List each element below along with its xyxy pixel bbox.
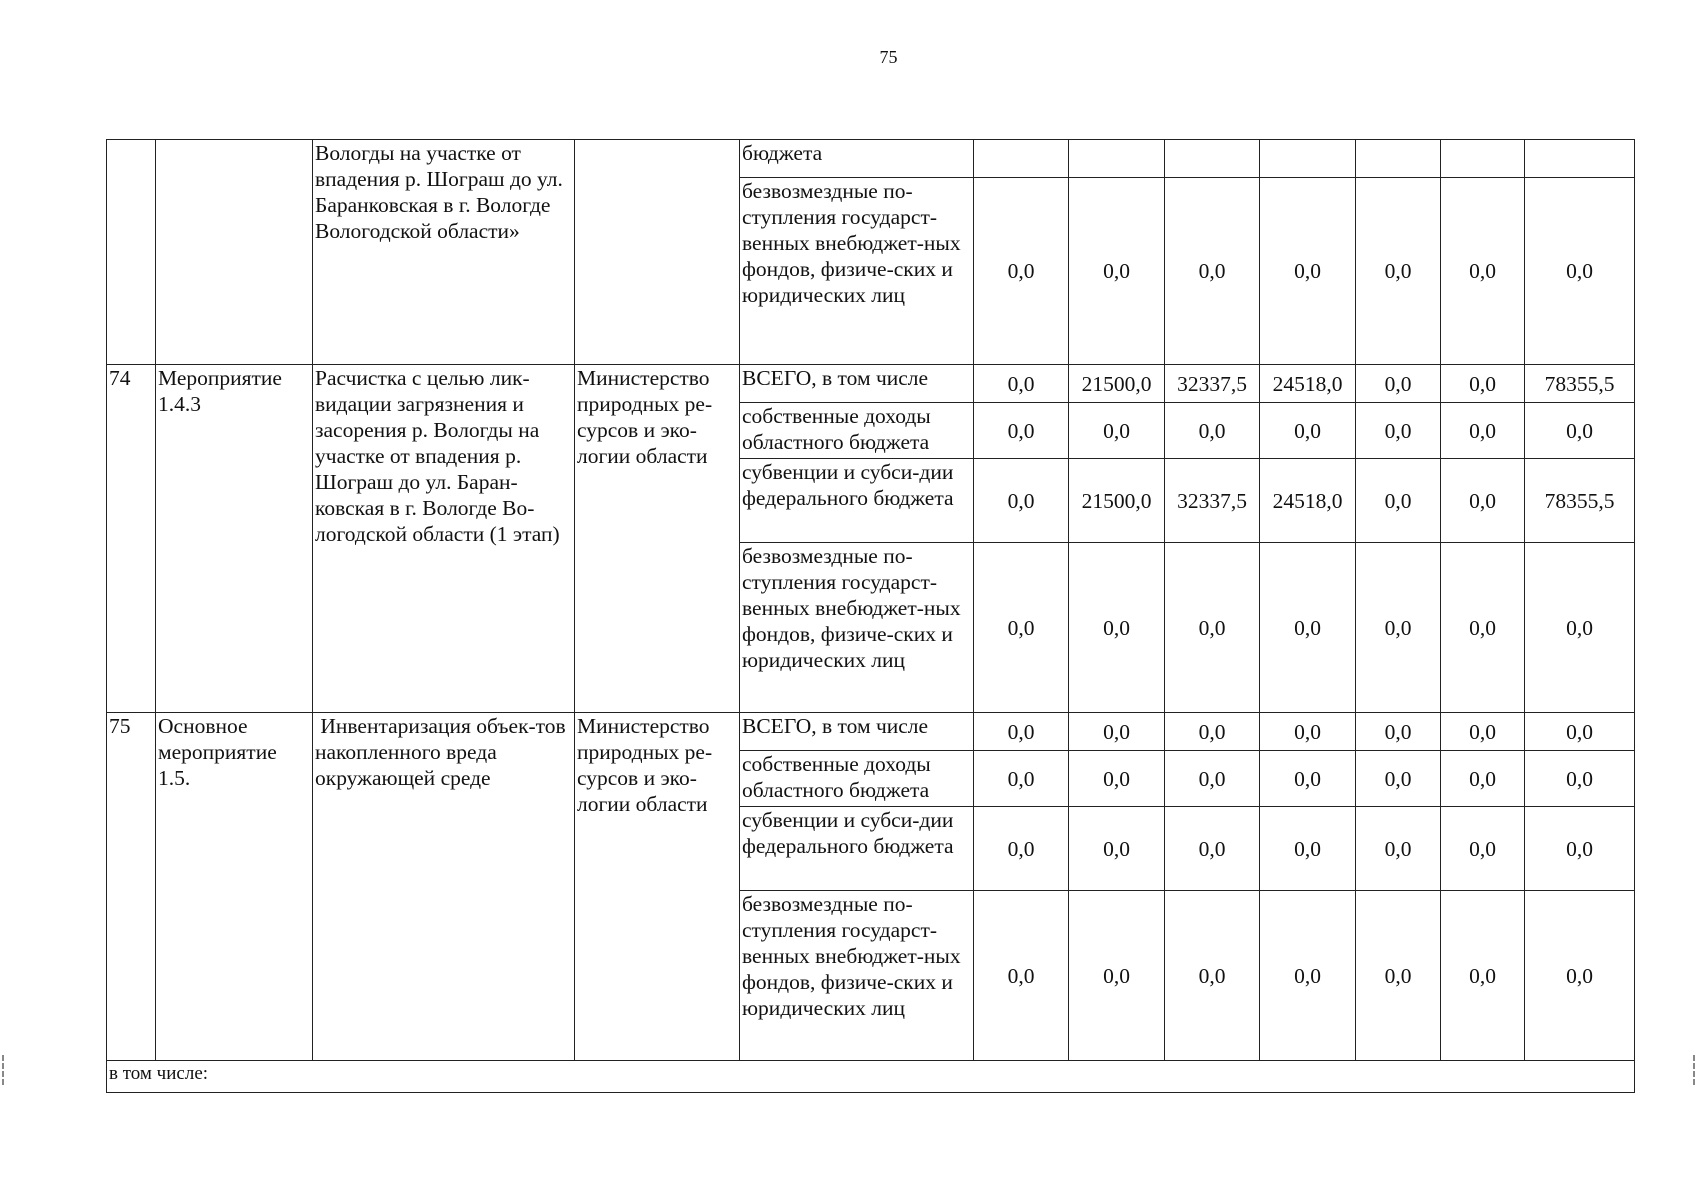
table-row [107,140,1635,178]
value-cell: 0,0 [1441,713,1525,751]
footer-label: в том числе: [107,1061,1635,1093]
value-cell: 0,0 [1356,403,1441,459]
funding-source-cell: безвозмездные по-ступления государст-венных внебюджет-ных фондов, физиче-ских и юридических лиц [740,543,974,713]
value-cell: 0,0 [1069,713,1165,751]
value-cell: 0,0 [974,365,1069,403]
executor-cell: Министерство природных ре-сурсов и эко-логии области [575,713,740,1061]
row-number-cell: 75 [107,713,156,1061]
value-cell: 0,0 [1441,891,1525,1061]
value-cell: 0,0 [1356,543,1441,713]
value-cell: 0,0 [1165,751,1260,807]
executor-cell: Министерство природных ре-сурсов и эко-логии области [575,365,740,713]
value-cell: 0,0 [1260,403,1356,459]
value-cell: 0,0 [974,403,1069,459]
value-cell: 0,0 [1441,807,1525,891]
funding-source-cell: субвенции и субси-дии федерального бюджета [740,807,974,891]
value-cell: 0,0 [1356,365,1441,403]
activity-name-cell: Расчистка с целью лик-видации загрязнения и засорения р. Вологды на участке от впадения р. Шограш до ул. Баран-ковская в г. Вологде Во-логодской области (1 этап) [313,365,575,713]
value-cell: 0,0 [1069,891,1165,1061]
value-cell: 0,0 [1356,751,1441,807]
value-cell: 0,0 [1441,751,1525,807]
value-cell: 0,0 [1260,807,1356,891]
value-cell: 0,0 [1441,459,1525,543]
funding-source-cell: собственные доходы областного бюджета [740,751,974,807]
value-cell: 0,0 [1525,713,1635,751]
funding-source-cell: ВСЕГО, в том числе [740,713,974,751]
value-cell: 0,0 [1525,751,1635,807]
value-cell: 0,0 [974,807,1069,891]
funding-source-cell: безвозмездные по-ступления государст-венных внебюджет-ных фондов, физиче-ских и юридических лиц [740,178,974,365]
value-cell [974,140,1069,178]
scan-edge-mark-right [1693,1055,1697,1085]
value-cell: 0,0 [1260,891,1356,1061]
row-number-cell: 74 [107,365,156,713]
activity-code-cell [156,140,313,365]
value-cell: 0,0 [1525,178,1635,365]
value-cell: 32337,5 [1165,459,1260,543]
value-cell [1525,140,1635,178]
value-cell [1069,140,1165,178]
value-cell: 0,0 [1260,713,1356,751]
activity-code-cell: Мероприятие 1.4.3 [156,365,313,713]
value-cell: 0,0 [1069,403,1165,459]
funding-source-cell: бюджета [740,140,974,178]
budget-table [106,139,1635,1093]
value-cell: 0,0 [1069,178,1165,365]
value-cell: 0,0 [1525,543,1635,713]
activity-code-cell: Основное мероприятие 1.5. [156,713,313,1061]
value-cell [1260,140,1356,178]
value-cell: 0,0 [1441,403,1525,459]
value-cell: 0,0 [1165,807,1260,891]
value-cell: 0,0 [1525,403,1635,459]
value-cell [1356,140,1441,178]
page-number: 75 [879,47,898,67]
value-cell: 0,0 [1069,751,1165,807]
table-row [107,1061,1635,1093]
value-cell: 24518,0 [1260,365,1356,403]
value-cell: 0,0 [974,543,1069,713]
value-cell: 24518,0 [1260,459,1356,543]
activity-name-cell: Инвентаризация объек-тов накопленного вреда окружающей среде [313,713,575,1061]
value-cell: 0,0 [1525,891,1635,1061]
value-cell: 0,0 [974,751,1069,807]
value-cell: 78355,5 [1525,365,1635,403]
table-row [107,365,1635,403]
activity-name-cell: Вологды на участке от впадения р. Шограш до ул. Баранковская в г. Вологде Вологодской области» [313,140,575,365]
value-cell [1441,140,1525,178]
value-cell: 0,0 [1165,713,1260,751]
value-cell: 78355,5 [1525,459,1635,543]
value-cell: 0,0 [974,459,1069,543]
value-cell: 0,0 [1165,891,1260,1061]
value-cell: 0,0 [1441,365,1525,403]
value-cell: 0,0 [1525,807,1635,891]
funding-source-cell: субвенции и субси-дии федерального бюджета [740,459,974,543]
table-row [107,713,1635,751]
value-cell: 0,0 [1069,543,1165,713]
value-cell: 21500,0 [1069,459,1165,543]
value-cell: 0,0 [974,891,1069,1061]
funding-source-cell: безвозмездные по-ступления государст-венных внебюджет-ных фондов, физиче-ских и юридических лиц [740,891,974,1061]
value-cell [1165,140,1260,178]
value-cell: 0,0 [1356,713,1441,751]
value-cell: 0,0 [1356,807,1441,891]
value-cell: 0,0 [1165,178,1260,365]
value-cell: 0,0 [1356,891,1441,1061]
value-cell: 0,0 [1356,178,1441,365]
executor-cell [575,140,740,365]
value-cell: 0,0 [1356,459,1441,543]
row-number-cell [107,140,156,365]
value-cell: 0,0 [974,178,1069,365]
value-cell: 0,0 [1165,543,1260,713]
table-body [107,140,1635,1093]
value-cell: 21500,0 [1069,365,1165,403]
value-cell: 0,0 [1260,751,1356,807]
value-cell: 0,0 [1165,403,1260,459]
value-cell: 0,0 [1069,807,1165,891]
value-cell: 0,0 [1441,178,1525,365]
value-cell: 32337,5 [1165,365,1260,403]
value-cell: 0,0 [1441,543,1525,713]
funding-source-cell: собственные доходы областного бюджета [740,403,974,459]
funding-source-cell: ВСЕГО, в том числе [740,365,974,403]
value-cell: 0,0 [1260,543,1356,713]
value-cell: 0,0 [1260,178,1356,365]
value-cell: 0,0 [974,713,1069,751]
scan-edge-mark-left [2,1055,6,1085]
